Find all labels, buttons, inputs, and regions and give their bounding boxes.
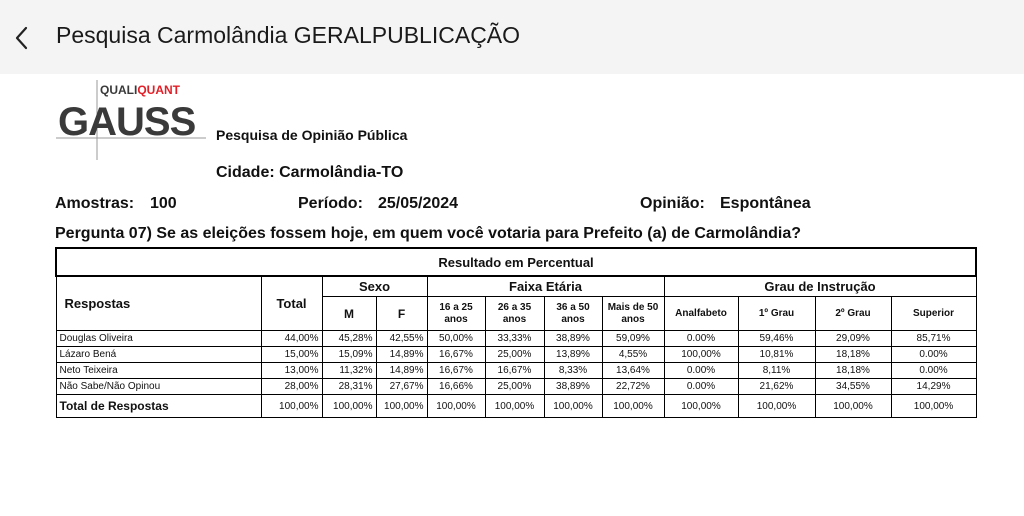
- opinion-label: Opinião:: [640, 195, 705, 212]
- cell-36-50: 8,33%: [544, 363, 602, 379]
- gauss-logo: [56, 80, 206, 160]
- cell-superior: 14,29%: [891, 379, 976, 395]
- back-button[interactable]: [10, 22, 38, 54]
- cell-2-grau: 29,09%: [815, 331, 891, 347]
- cell-1-grau: 21,62%: [738, 379, 815, 395]
- city-label: Cidade: Carmolândia-TO: [216, 164, 404, 181]
- cell-36-50: 13,89%: [544, 347, 602, 363]
- cell-f: 14,89%: [376, 363, 427, 379]
- cell-26-35: 100,00%: [485, 395, 544, 418]
- header-2-grau: 2º Grau: [815, 297, 891, 331]
- header-faixa-etaria: Faixa Etária: [427, 276, 664, 297]
- cell-26-35: 16,67%: [485, 363, 544, 379]
- logo-quant-text: QUANT: [137, 83, 181, 97]
- header-m: M: [322, 297, 376, 331]
- chevron-left-icon: [10, 22, 38, 54]
- opinion-value: Espontânea: [720, 195, 811, 212]
- total-row-label: Total de Respostas: [56, 395, 261, 418]
- table-title: Resultado em Percentual: [56, 248, 976, 276]
- row-label: Douglas Oliveira: [56, 331, 261, 347]
- cell-16-25: 16,67%: [427, 347, 485, 363]
- header-1-grau: 1º Grau: [738, 297, 815, 331]
- cell-superior: 0.00%: [891, 363, 976, 379]
- logo-quali-text: QUALI: [100, 83, 138, 97]
- cell-analfabeto: 100,00%: [664, 347, 738, 363]
- cell-26-35: 33,33%: [485, 331, 544, 347]
- header-mais-50: Mais de 50 anos: [602, 297, 664, 331]
- cell-m: 28,31%: [322, 379, 376, 395]
- cell-1-grau: 8,11%: [738, 363, 815, 379]
- period-value: 25/05/2024: [378, 195, 459, 212]
- cell-f: 42,55%: [376, 331, 427, 347]
- cell-f: 14,89%: [376, 347, 427, 363]
- app-bar: [0, 0, 1024, 74]
- cell-2-grau: 34,55%: [815, 379, 891, 395]
- cell-16-25: 16,66%: [427, 379, 485, 395]
- cell-2-grau: 100,00%: [815, 395, 891, 418]
- cell-1-grau: 100,00%: [738, 395, 815, 418]
- cell-mais-50: 4,55%: [602, 347, 664, 363]
- header-superior: Superior: [891, 297, 976, 331]
- cell-m: 100,00%: [322, 395, 376, 418]
- cell-mais-50: 59,09%: [602, 331, 664, 347]
- samples-value: 100: [150, 195, 177, 212]
- table-row: [56, 347, 976, 363]
- header-analfabeto: Analfabeto: [664, 297, 738, 331]
- cell-2-grau: 18,18%: [815, 363, 891, 379]
- row-label: Neto Teixeira: [56, 363, 261, 379]
- results-table: [55, 247, 977, 418]
- cell-26-35: 25,00%: [485, 379, 544, 395]
- table-row: [56, 363, 976, 379]
- header-respostas: Respostas: [56, 276, 261, 331]
- cell-26-35: 25,00%: [485, 347, 544, 363]
- header-26-35: 26 a 35 anos: [485, 297, 544, 331]
- cell-16-25: 100,00%: [427, 395, 485, 418]
- cell-mais-50: 22,72%: [602, 379, 664, 395]
- cell-1-grau: 10,81%: [738, 347, 815, 363]
- cell-1-grau: 59,46%: [738, 331, 815, 347]
- header-grau-instrucao: Grau de Instrução: [664, 276, 976, 297]
- cell-36-50: 100,00%: [544, 395, 602, 418]
- row-label: Lázaro Bená: [56, 347, 261, 363]
- samples-label: Amostras:: [55, 195, 135, 212]
- period-label: Período:: [298, 195, 363, 212]
- cell-36-50: 38,89%: [544, 379, 602, 395]
- header-f: F: [376, 297, 427, 331]
- cell-superior: 100,00%: [891, 395, 976, 418]
- cell-analfabeto: 0.00%: [664, 331, 738, 347]
- cell-mais-50: 100,00%: [602, 395, 664, 418]
- cell-m: 15,09%: [322, 347, 376, 363]
- cell-total: 44,00%: [261, 331, 322, 347]
- cell-mais-50: 13,64%: [602, 363, 664, 379]
- question-text: Pergunta 07) Se as eleições fossem hoje, em quem você votaria para Prefeito (a) de Carmolândia?: [55, 225, 802, 242]
- cell-m: 45,28%: [322, 331, 376, 347]
- cell-2-grau: 18,18%: [815, 347, 891, 363]
- cell-superior: 0.00%: [891, 347, 976, 363]
- cell-analfabeto: 100,00%: [664, 395, 738, 418]
- cell-16-25: 50,00%: [427, 331, 485, 347]
- cell-analfabeto: 0.00%: [664, 379, 738, 395]
- page-title: Pesquisa Carmolândia GERALPUBLICAÇÃO: [56, 22, 521, 48]
- total-row: [56, 395, 976, 418]
- cell-superior: 85,71%: [891, 331, 976, 347]
- header-36-50: 36 a 50 anos: [544, 297, 602, 331]
- cell-total: 28,00%: [261, 379, 322, 395]
- logo-main-text: GAUSS: [58, 100, 196, 144]
- header-sexo: Sexo: [322, 276, 427, 297]
- cell-m: 11,32%: [322, 363, 376, 379]
- svg-text:QUALIQUANT: [100, 83, 181, 97]
- header-16-25: 16 a 25 anos: [427, 297, 485, 331]
- header-total: Total: [261, 276, 322, 331]
- cell-analfabeto: 0.00%: [664, 363, 738, 379]
- row-label: Não Sabe/Não Opinou: [56, 379, 261, 395]
- table-row: [56, 331, 976, 347]
- cell-total: 15,00%: [261, 347, 322, 363]
- table-row: [56, 379, 976, 395]
- cell-total: 13,00%: [261, 363, 322, 379]
- survey-subtitle: Pesquisa de Opinião Pública: [216, 127, 408, 143]
- cell-f: 27,67%: [376, 379, 427, 395]
- cell-16-25: 16,67%: [427, 363, 485, 379]
- cell-total: 100,00%: [261, 395, 322, 418]
- cell-f: 100,00%: [376, 395, 427, 418]
- cell-36-50: 38,89%: [544, 331, 602, 347]
